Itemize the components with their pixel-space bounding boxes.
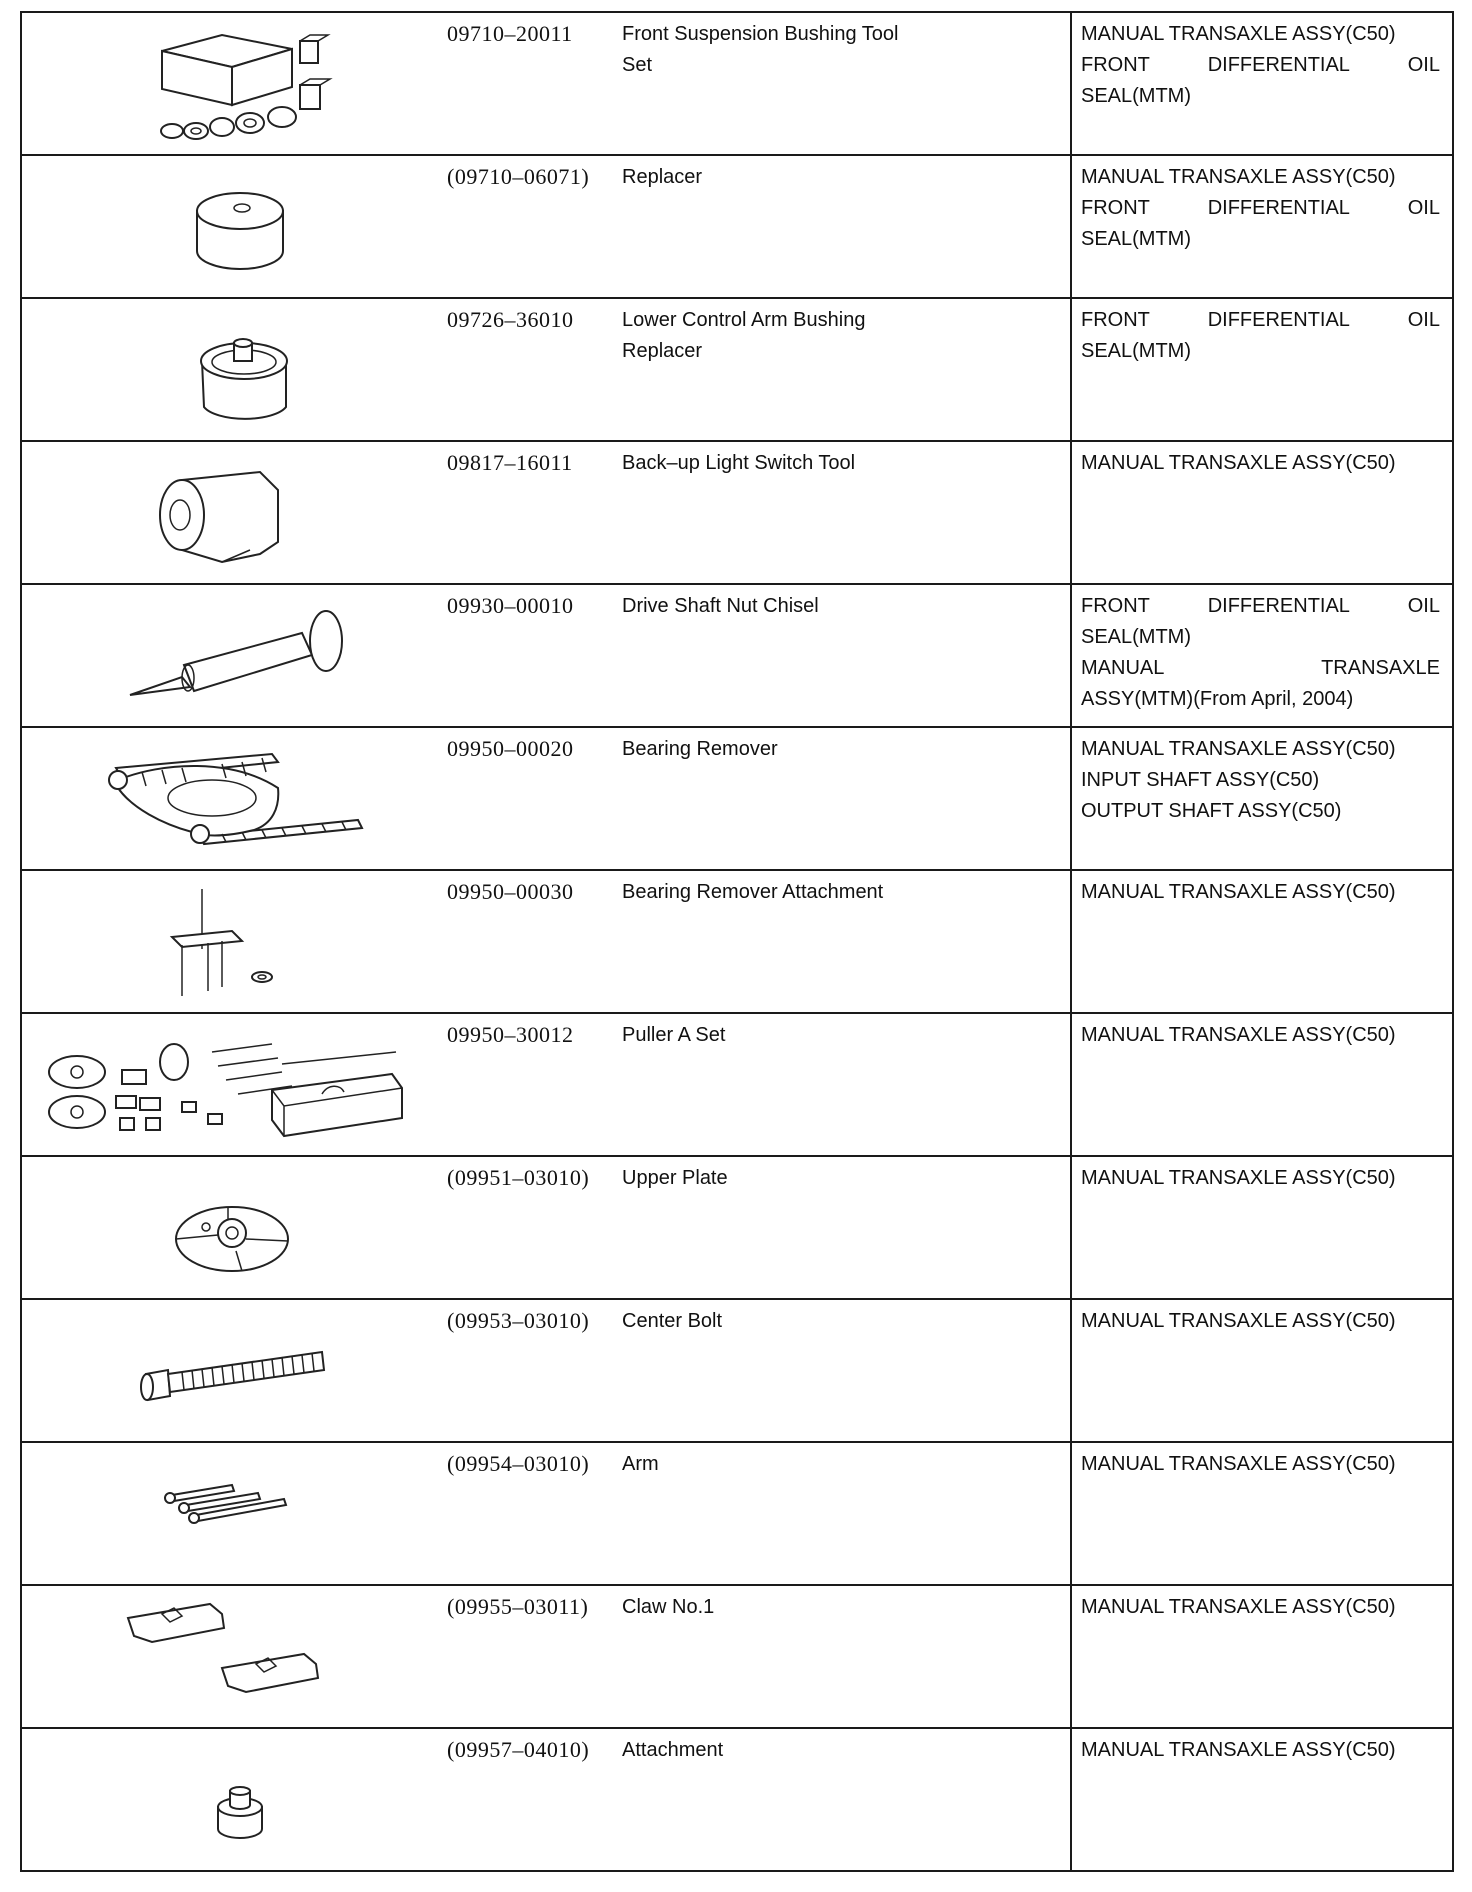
application-word: SEAL(MTM) [1081,228,1191,250]
tool-row [21,1013,1453,1156]
application-cell [1071,1013,1453,1156]
part-number: 09950–00020 [447,736,574,761]
application-cell [1071,1728,1453,1871]
tool-row [21,298,1453,441]
application-line [1081,1020,1440,1051]
tool-name [622,1735,1062,1766]
application-word: MANUAL TRANSAXLE ASSY(C50) [1081,738,1396,760]
tool-info-cell [21,1156,1071,1299]
tool-name [622,305,1062,367]
tool-name [622,1449,1062,1480]
special-service-tools-table [20,11,1454,1872]
application-word: FRONT [1081,595,1150,617]
replacer-illustration [22,156,442,299]
application-cell [1071,441,1453,584]
tool-name-line: Bearing Remover [622,738,778,760]
application-word: MANUAL TRANSAXLE ASSY(C50) [1081,166,1396,188]
tool-name-line: Arm [622,1453,659,1475]
application-line [1081,734,1440,765]
tool-row [21,584,1453,727]
tool-name-line: Lower Control Arm Bushing [622,309,866,331]
application-cell [1071,155,1453,298]
application-word: MANUAL TRANSAXLE ASSY(C50) [1081,1453,1396,1475]
tool-info-cell [21,1013,1071,1156]
tool-name [622,1163,1062,1194]
tool-name-line: Upper Plate [622,1167,728,1189]
application-word: TRANSAXLE [1321,657,1440,679]
tools-table-body [21,12,1453,1871]
application-cell [1071,1156,1453,1299]
tool-illustration [22,728,442,871]
application-word: ASSY(MTM)(From April, 2004) [1081,688,1354,710]
tool-info-cell [21,870,1071,1013]
tool-name-line: Set [622,54,653,76]
application-word: DIFFERENTIAL [1207,595,1350,617]
application-line [1081,81,1440,112]
tool-row [21,1442,1453,1585]
application-word: OIL [1407,309,1440,331]
attachment-illustration [22,1729,442,1872]
tool-illustration [22,1157,442,1300]
bushing-replacer-illustration [22,299,442,442]
tool-name [622,1020,1062,1051]
tool-illustration [22,871,442,1014]
application-line [1081,1592,1440,1623]
application-line [1081,305,1440,336]
application-line [1081,1306,1440,1337]
application-word: OIL [1407,595,1440,617]
tool-name [622,162,1062,193]
application-word: OIL [1407,54,1440,76]
part-number: 09710–20011 [447,21,573,46]
tool-illustration [22,1586,442,1729]
claw-illustration [22,1586,442,1729]
application-word: MANUAL TRANSAXLE ASSY(C50) [1081,23,1396,45]
tool-row [21,1299,1453,1442]
part-number: (09955–03011) [447,1594,589,1619]
chisel-illustration [22,585,442,728]
application-line [1081,162,1440,193]
application-line [1081,591,1440,622]
application-line [1081,653,1440,684]
tool-illustration [22,1729,442,1872]
tool-row [21,1728,1453,1871]
tool-row [21,1156,1453,1299]
tool-info-cell [21,1442,1071,1585]
application-word: MANUAL TRANSAXLE ASSY(C50) [1081,452,1396,474]
tool-name-line: Puller A Set [622,1024,726,1046]
application-word: MANUAL TRANSAXLE ASSY(C50) [1081,1310,1396,1332]
tool-row [21,1585,1453,1728]
tool-name-line: Attachment [622,1739,724,1761]
application-line [1081,877,1440,908]
tool-info-cell [21,584,1071,727]
application-line [1081,193,1440,224]
tool-illustration [22,442,442,585]
tool-info-cell [21,1299,1071,1442]
application-cell [1071,727,1453,870]
tool-illustration [22,299,442,442]
tool-name [622,877,1062,908]
part-number: 09817–16011 [447,450,573,475]
application-word: MANUAL [1081,657,1165,679]
application-line [1081,765,1440,796]
tool-name [622,1306,1062,1337]
switch-tool-illustration [22,442,442,585]
tool-name-line: Drive Shaft Nut Chisel [622,595,819,617]
tool-row [21,870,1453,1013]
part-number: 09726–36010 [447,307,574,332]
application-word: FRONT [1081,309,1150,331]
tool-row [21,441,1453,584]
application-word: DIFFERENTIAL [1207,54,1350,76]
tool-name-line: Back–up Light Switch Tool [622,452,856,474]
application-word: SEAL(MTM) [1081,85,1191,107]
tool-name-line: Bearing Remover Attachment [622,881,884,903]
application-line [1081,224,1440,255]
application-line [1081,336,1440,367]
application-line [1081,684,1440,715]
part-number: 09950–00030 [447,879,574,904]
application-word: OUTPUT SHAFT ASSY(C50) [1081,800,1342,822]
application-word: INPUT SHAFT ASSY(C50) [1081,769,1320,791]
application-word: MANUAL TRANSAXLE ASSY(C50) [1081,881,1396,903]
part-number: (09710–06071) [447,164,590,189]
tool-illustration [22,156,442,299]
tool-name [622,591,1062,622]
tool-info-cell [21,155,1071,298]
remover-attachment-illustration [22,871,442,1014]
tool-info-cell [21,1585,1071,1728]
tool-name-line: Replacer [622,340,703,362]
tool-row [21,12,1453,155]
application-word: SEAL(MTM) [1081,340,1191,362]
tool-info-cell [21,298,1071,441]
tool-row [21,155,1453,298]
application-word: DIFFERENTIAL [1207,309,1350,331]
arm-illustration [22,1443,442,1586]
tool-illustration [22,1443,442,1586]
part-number: 09950–30012 [447,1022,574,1047]
tool-name [622,448,1062,479]
application-cell [1071,12,1453,155]
tool-name-line: Claw No.1 [622,1596,715,1618]
application-word: DIFFERENTIAL [1207,197,1350,219]
tool-illustration [22,1014,442,1157]
tool-info-cell [21,727,1071,870]
application-word: MANUAL TRANSAXLE ASSY(C50) [1081,1024,1396,1046]
part-number: (09953–03010) [447,1308,590,1333]
tool-name [622,19,1062,81]
tool-name [622,734,1062,765]
application-line [1081,1449,1440,1480]
application-line [1081,796,1440,827]
tool-illustration [22,585,442,728]
application-line [1081,622,1440,653]
part-number: (09951–03010) [447,1165,590,1190]
application-line [1081,1163,1440,1194]
application-cell [1071,870,1453,1013]
tool-illustration [22,1300,442,1443]
tool-name [622,1592,1062,1623]
upper-plate-illustration [22,1157,442,1300]
application-line [1081,50,1440,81]
tool-name-line: Replacer [622,166,703,188]
application-cell [1071,584,1453,727]
application-line [1081,19,1440,50]
application-line [1081,1735,1440,1766]
tool-info-cell [21,12,1071,155]
tool-name-line: Center Bolt [622,1310,723,1332]
application-cell [1071,1585,1453,1728]
tool-info-cell [21,441,1071,584]
application-word: FRONT [1081,54,1150,76]
bushing-tool-set-illustration [22,13,442,156]
application-line [1081,448,1440,479]
part-number: (09957–04010) [447,1737,590,1762]
center-bolt-illustration [22,1300,442,1443]
tool-info-cell [21,1728,1071,1871]
tool-row [21,727,1453,870]
application-cell [1071,1442,1453,1585]
application-word: MANUAL TRANSAXLE ASSY(C50) [1081,1739,1396,1761]
application-word: MANUAL TRANSAXLE ASSY(C50) [1081,1596,1396,1618]
application-word: OIL [1407,197,1440,219]
bearing-remover-illustration [22,728,442,871]
part-number: (09954–03010) [447,1451,590,1476]
application-word: SEAL(MTM) [1081,626,1191,648]
application-cell [1071,1299,1453,1442]
part-number: 09930–00010 [447,593,574,618]
application-word: FRONT [1081,197,1150,219]
application-word: MANUAL TRANSAXLE ASSY(C50) [1081,1167,1396,1189]
puller-set-illustration [22,1014,442,1157]
tool-illustration [22,13,442,156]
tool-name-line: Front Suspension Bushing Tool [622,23,899,45]
application-cell [1071,298,1453,441]
